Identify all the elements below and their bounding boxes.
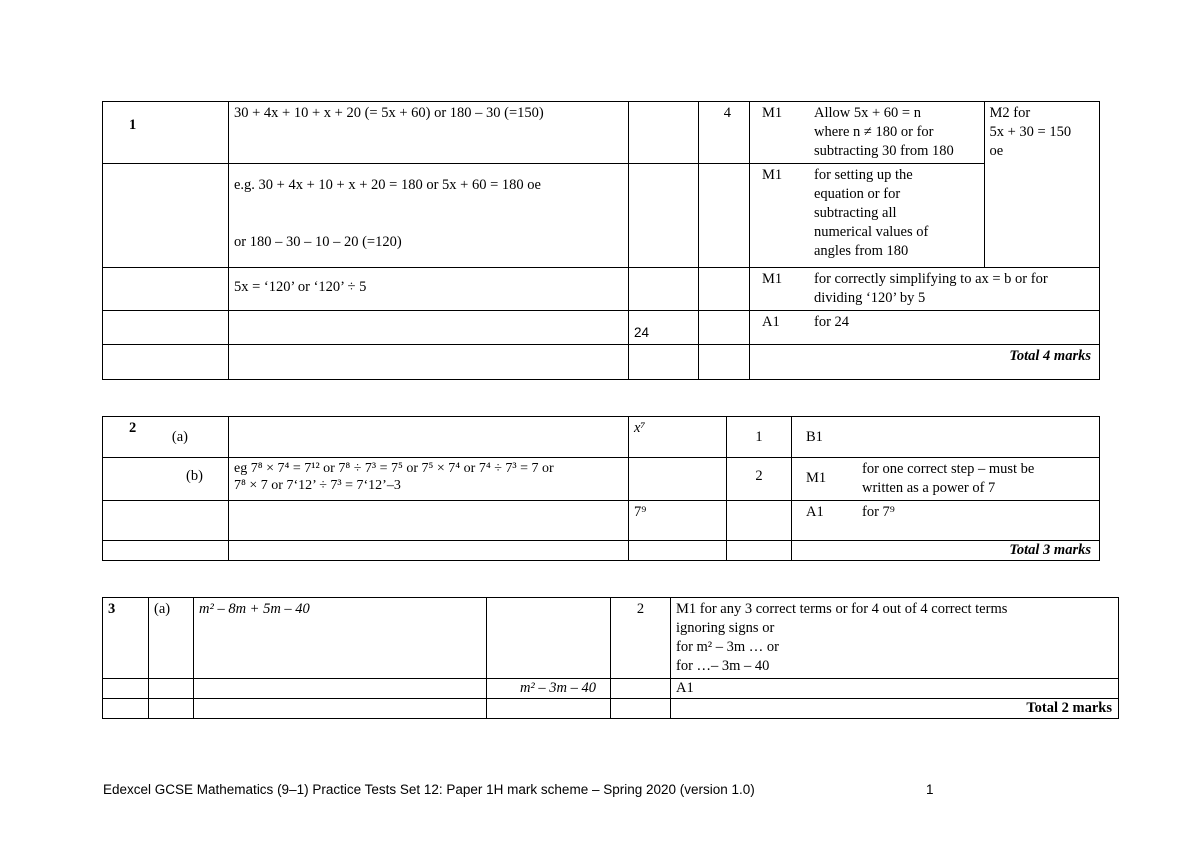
q1-answer-empty xyxy=(629,102,699,164)
q3-empty-cell xyxy=(611,699,671,719)
q2-part-b: (b) xyxy=(186,468,203,484)
q3-empty-cell xyxy=(149,679,194,699)
q1-mark-total: 4 xyxy=(723,105,731,121)
q3-working: m² – 8m + 5m – 40 xyxy=(199,601,310,617)
q1-empty-cell xyxy=(103,163,229,267)
q1-table xyxy=(102,101,1100,380)
q2-answer-b: 7⁹ xyxy=(634,504,647,520)
q3-note-line: for m² – 3m … or xyxy=(676,639,780,655)
q1-empty-cell xyxy=(103,267,229,310)
q1-row3-note-line: for correctly simplifying to ax = b or for xyxy=(814,270,1048,287)
q1-row1-code: M1 xyxy=(762,105,783,121)
q2-number: 2 xyxy=(129,420,137,436)
q3-part-cell xyxy=(149,598,194,679)
q1-row4-note-cell xyxy=(750,310,1100,344)
q1-empty-cell xyxy=(629,267,699,310)
q2-empty-cell xyxy=(103,501,229,541)
q2-marks-a: 1 xyxy=(755,429,763,445)
q1-row3-working-text: 5x = ‘120’ or ‘120’ ÷ 5 xyxy=(234,278,367,295)
q1-row2-note-line: angles from 180 xyxy=(814,243,909,259)
q3-notes-cell xyxy=(671,598,1119,679)
q2-empty-cell xyxy=(229,417,629,458)
q3-marks-cell xyxy=(611,598,671,679)
q1-answer: 24 xyxy=(634,324,650,340)
q1-row3-note-cell xyxy=(750,267,1100,310)
q3-empty-cell xyxy=(194,699,487,719)
q1-empty-cell xyxy=(699,310,750,344)
q2-marks-b: 2 xyxy=(755,468,763,484)
q1-row2-note-line: for setting up the xyxy=(814,167,913,183)
q1-empty-cell xyxy=(229,310,629,344)
q3-number-cell xyxy=(103,598,149,679)
q2-number-cell xyxy=(103,417,229,458)
q1-total-cell xyxy=(750,344,1100,379)
q1-notes-inner xyxy=(750,102,1099,267)
q3-empty-cell xyxy=(611,679,671,699)
q2-code-b2: A1 xyxy=(806,504,824,520)
q2-code-b: M1 xyxy=(806,470,827,486)
q3-total-cell xyxy=(671,699,1119,719)
q3-empty-cell xyxy=(487,699,611,719)
q2-empty-cell xyxy=(229,541,629,561)
q2-empty-cell xyxy=(727,541,792,561)
q2-working-b-cell xyxy=(229,458,629,501)
q1-empty-cell xyxy=(103,310,229,344)
q1-row2-working-b: or 180 – 30 – 10 – 20 (=120) xyxy=(234,233,402,250)
q2-note-b2: for 7⁹ xyxy=(862,504,895,520)
q3-empty-cell xyxy=(194,679,487,699)
q1-marks-cell xyxy=(699,102,750,164)
q3-note-line: ignoring signs or xyxy=(676,620,775,636)
q1-m2-line: 5x + 30 = 150 xyxy=(989,124,1072,140)
q2-note-b-line: written as a power of 7 xyxy=(862,480,996,496)
q1-m2-line: oe xyxy=(989,143,1004,159)
q2-marks-a-cell xyxy=(727,417,792,458)
q2-empty-cell xyxy=(727,501,792,541)
q3-table xyxy=(102,597,1119,719)
q1-row3-working xyxy=(229,267,629,310)
q3-part: (a) xyxy=(154,601,171,617)
q3-note-line: M1 for any 3 correct terms or for 4 out of 4 correct terms xyxy=(676,601,1008,617)
q2-part-b-cell xyxy=(103,458,229,501)
page-footer xyxy=(103,782,943,797)
q1-row2-note-line: equation or for xyxy=(814,186,901,202)
q1-m2-line: M2 for xyxy=(989,105,1031,121)
q2-code-a: B1 xyxy=(806,429,823,445)
footer-text: Edexcel GCSE Mathematics (9–1) Practice Tests Set 12: Paper 1H mark scheme – Spring 2020 (version 1.0) xyxy=(103,782,755,797)
q1-row2-working xyxy=(229,163,629,267)
q2-total: Total 3 marks xyxy=(1009,542,1091,558)
q1-row4-code: A1 xyxy=(762,313,780,330)
q1-empty-cell xyxy=(629,163,699,267)
q2-note-b-line: for one correct step – must be xyxy=(862,461,1035,477)
q3-empty-cell xyxy=(149,699,194,719)
q1-row2-note-line: subtracting all xyxy=(814,205,897,221)
q1-row3-note-line: dividing ‘120’ by 5 xyxy=(814,289,926,306)
q1-empty-cell xyxy=(699,344,750,379)
q3-marks: 2 xyxy=(636,601,645,617)
q2-marks-b-cell xyxy=(727,458,792,501)
q1-row1-note-line: subtracting 30 from 180 xyxy=(814,143,954,159)
q2-part-a: (a) xyxy=(171,429,188,445)
q3-code: A1 xyxy=(676,680,694,696)
q2-working-b-line: 7⁸ × 7 or 7‘12’ ÷ 7³ = 7‘12’–3 xyxy=(234,478,401,493)
q3-working-cell xyxy=(194,598,487,679)
q1-row1-working-text: 30 + 4x + 10 + x + 20 (= 5x + 60) or 180 – 30 (=150) xyxy=(234,105,544,121)
q3-empty-cell xyxy=(103,699,149,719)
q3-answer-cell xyxy=(487,679,611,699)
q2-code-a-cell xyxy=(792,417,1100,458)
q1-row3-code: M1 xyxy=(762,270,783,287)
q1-row1-working xyxy=(229,102,629,164)
q3-empty-cell xyxy=(103,679,149,699)
q1-empty-cell xyxy=(699,163,750,267)
q2-empty-cell xyxy=(229,501,629,541)
q2-empty-cell xyxy=(103,541,229,561)
q2-answer-a-cell xyxy=(629,417,727,458)
q2-answer-b-cell xyxy=(629,501,727,541)
q2-total-cell xyxy=(792,541,1100,561)
q2-note-b2-cell xyxy=(792,501,1100,541)
q2-answer-a: x⁷ xyxy=(634,420,646,436)
q3-note-line: for …– 3m – 40 xyxy=(676,658,770,674)
q1-total: Total 4 marks xyxy=(1009,347,1091,364)
q3-number: 3 xyxy=(108,601,116,617)
q1-m2-cell xyxy=(984,102,1099,267)
q2-table xyxy=(102,416,1100,561)
q1-row2-note-line: numerical values of xyxy=(814,224,929,240)
q1-empty-cell xyxy=(699,267,750,310)
q3-total: Total 2 marks xyxy=(1026,700,1112,716)
q2-working-b-line: eg 7⁸ × 7⁴ = 7¹² or 7⁸ ÷ 7³ = 7⁵ or 7⁵ × 7⁴ or 7⁴ ÷ 7³ = 7 or xyxy=(234,461,554,476)
q1-number: 1 xyxy=(129,117,137,133)
q3-empty-cell xyxy=(487,598,611,679)
page-number: 1 xyxy=(926,782,934,797)
q1-row1-note-cell xyxy=(750,102,984,164)
q3-code-cell xyxy=(671,679,1119,699)
q1-row1-note-line: where n ≠ 180 or for xyxy=(814,124,934,140)
q1-empty-cell xyxy=(103,344,229,379)
q1-row2-code: M1 xyxy=(762,167,783,183)
q1-empty-cell xyxy=(629,344,699,379)
q1-row4-note: for 24 xyxy=(814,313,850,330)
q3-answer: m² – 3m – 40 xyxy=(519,680,596,696)
q1-row1-note-line: Allow 5x + 60 = n xyxy=(814,105,921,121)
q1-empty-cell xyxy=(229,344,629,379)
q1-number-cell xyxy=(103,102,229,164)
q2-empty-cell xyxy=(629,541,727,561)
q2-note-b-cell xyxy=(792,458,1100,501)
q1-row2-working-a: e.g. 30 + 4x + 10 + x + 20 = 180 or 5x + 60 = 180 oe xyxy=(234,176,541,193)
q2-empty-cell xyxy=(629,458,727,501)
q1-notes-block xyxy=(750,102,1100,268)
q1-row2-note-cell xyxy=(750,164,984,267)
q1-answer-cell xyxy=(629,310,699,344)
